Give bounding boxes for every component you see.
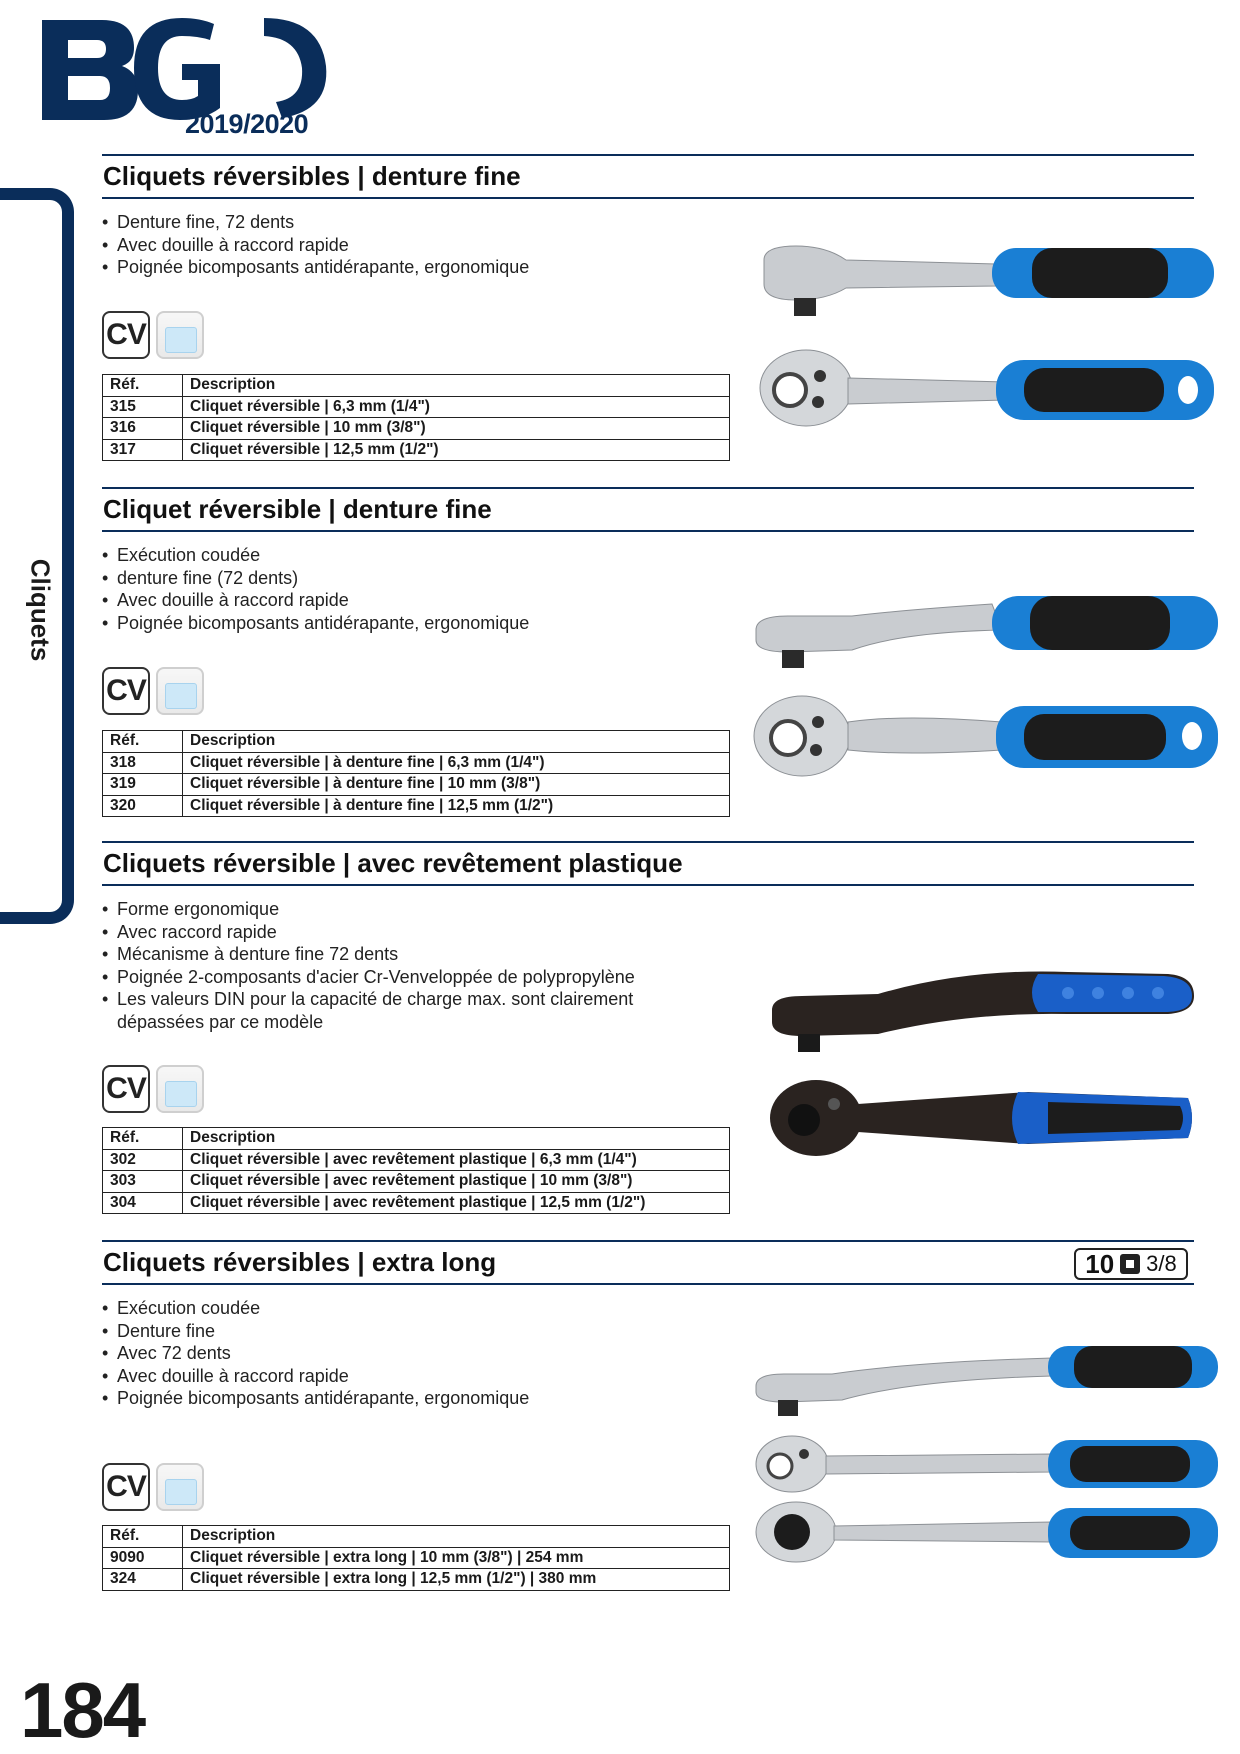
feature-item: • Poignée bicomposants antidérapante, ergonomique [102,612,1194,635]
section-title: Cliquets réversibles | denture fine [102,154,1194,199]
product-image-ratchet-bent [752,590,1222,790]
table-header-row [103,1128,730,1150]
product-image-ratchet-straight [756,238,1218,438]
feature-list [102,898,682,1033]
feature-item: • Les valeurs DIN pour la capacité de charge max. sont clairement dépassées par ce modèle [102,988,682,1033]
table-cell-ref: 317 [103,439,183,461]
ratchet-illustration [756,238,1218,438]
cv-badge: CV [102,1463,150,1511]
spec-table [102,1127,730,1214]
table-cell-ref: 304 [103,1192,183,1214]
table-header-ref: Réf. [103,731,183,753]
feature-item: • Mécanisme à denture fine 72 dents [102,943,682,966]
table-cell-ref: 9090 [103,1547,183,1569]
table-cell-description: Cliquet réversible | à denture fine | 12,5 mm (1/2") [183,795,730,817]
catalog-year: 2019/2020 [185,109,309,139]
table-header-ref: Réf. [103,1526,183,1548]
table-row [103,1171,730,1193]
square-drive-icon [1120,1254,1140,1274]
table-row [103,1569,730,1591]
feature-item: • Exécution coudée [102,1297,1194,1320]
section-title [102,1240,1194,1285]
drive-size-badge [1074,1248,1188,1280]
material-badges [102,667,204,715]
section-title-text: Cliquets réversibles | extra long [103,1247,497,1277]
feature-item: • Avec douille à raccord rapide [102,589,1194,612]
table-cell-description: Cliquet réversible | avec revêtement plastique | 10 mm (3/8") [183,1171,730,1193]
spec-table [102,730,730,817]
blister-pack-icon [156,1463,204,1511]
feature-item: • Denture fine, 72 dents [102,211,1194,234]
table-header-description: Description [183,731,730,753]
product-image-ratchet-plastic-coated [768,968,1198,1168]
table-row [103,439,730,461]
spec-table [102,374,730,461]
table-cell-description: Cliquet réversible | 12,5 mm (1/2") [183,439,730,461]
side-tab-label [20,550,60,670]
table-cell-ref: 302 [103,1149,183,1171]
cv-badge: CV [102,667,150,715]
table-cell-description: Cliquet réversible | avec revêtement plastique | 6,3 mm (1/4") [183,1149,730,1171]
table-cell-ref: 319 [103,774,183,796]
feature-item: • Avec 72 dents [102,1342,1194,1365]
material-badges [102,311,204,359]
cv-badge: CV [102,311,150,359]
feature-item: • Exécution coudée [102,544,1194,567]
product-image-ratchet-extra-long [752,1342,1222,1572]
table-header-ref: Réf. [103,1128,183,1150]
blister-pack-icon [156,667,204,715]
table-cell-description: Cliquet réversible | avec revêtement plastique | 12,5 mm (1/2") [183,1192,730,1214]
feature-item: • Poignée 2-composants d'acier Cr-Venveloppée de polypropylène [102,966,682,989]
table-header-row [103,731,730,753]
material-badges [102,1065,204,1113]
ratchet-illustration [752,590,1222,790]
drive-size-fraction: 3/8 [1146,1251,1177,1276]
section-title: Cliquet réversible | denture fine [102,487,1194,532]
blister-pack-icon [156,1065,204,1113]
ratchet-illustration [768,968,1198,1168]
table-cell-ref: 320 [103,795,183,817]
table-header-row [103,1526,730,1548]
table-row [103,752,730,774]
side-tab-text: Cliquets [25,558,56,662]
table-header-ref: Réf. [103,375,183,397]
table-header-description: Description [183,1526,730,1548]
blister-pack-icon [156,311,204,359]
table-cell-ref: 315 [103,396,183,418]
bgs-logo [42,10,332,140]
table-cell-ref: 303 [103,1171,183,1193]
spec-table [102,1525,730,1591]
table-cell-ref: 316 [103,418,183,440]
table-cell-description: Cliquet réversible | 6,3 mm (1/4") [183,396,730,418]
table-row [103,1192,730,1214]
section-title: Cliquets réversible | avec revêtement plastique [102,841,1194,886]
cv-badge: CV [102,1065,150,1113]
table-cell-description: Cliquet réversible | extra long | 10 mm (3/8") | 254 mm [183,1547,730,1569]
table-row [103,418,730,440]
ratchet-illustration [752,1342,1222,1572]
table-cell-ref: 324 [103,1569,183,1591]
feature-item: • Denture fine [102,1320,1194,1343]
page-number: 184 [20,1666,145,1754]
material-badges [102,1463,204,1511]
feature-item: • Poignée bicomposants antidérapante, ergonomique [102,256,1194,279]
feature-item: • denture fine (72 dents) [102,567,1194,590]
feature-item: • Poignée bicomposants antidérapante, ergonomique [102,1387,1194,1410]
table-row [103,396,730,418]
table-row [103,1547,730,1569]
table-cell-ref: 318 [103,752,183,774]
feature-item: • Forme ergonomique [102,898,682,921]
table-header-description: Description [183,1128,730,1150]
drive-size-value: 10 [1085,1248,1115,1279]
feature-item: • Avec douille à raccord rapide [102,1365,1194,1388]
table-row [103,795,730,817]
table-cell-description: Cliquet réversible | à denture fine | 6,3 mm (1/4") [183,752,730,774]
table-header-row [103,375,730,397]
table-cell-description: Cliquet réversible | 10 mm (3/8") [183,418,730,440]
feature-item: • Avec raccord rapide [102,921,682,944]
feature-item: • Avec douille à raccord rapide [102,234,1194,257]
table-header-description: Description [183,375,730,397]
table-cell-description: Cliquet réversible | à denture fine | 10 mm (3/8") [183,774,730,796]
table-cell-description: Cliquet réversible | extra long | 12,5 mm (1/2") | 380 mm [183,1569,730,1591]
bgs-logo-mark [42,10,332,120]
table-row [103,1149,730,1171]
table-row [103,774,730,796]
